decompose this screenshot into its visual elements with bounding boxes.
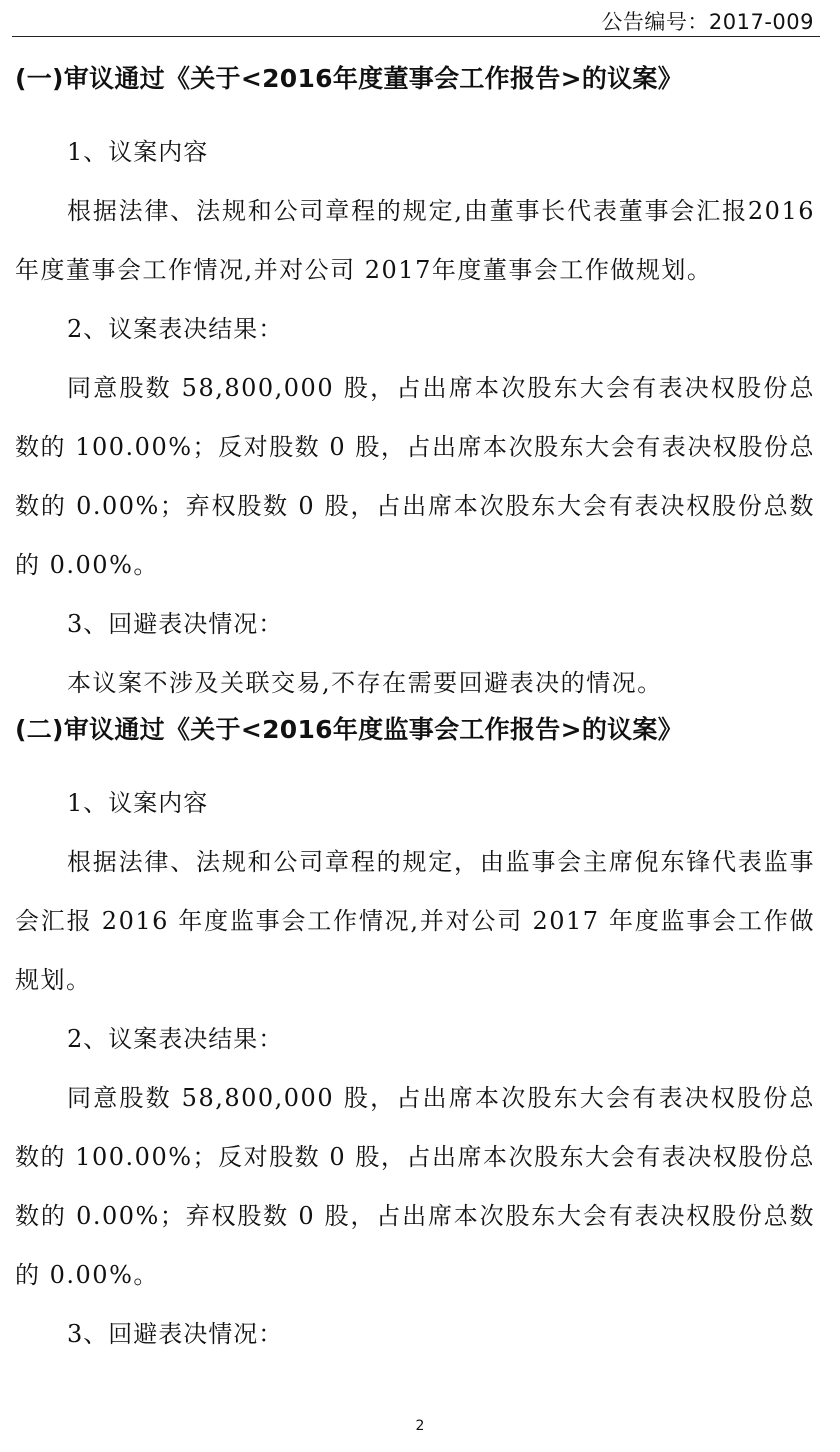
item-text-content: 根据法律、法规和公司章程的规定，由监事会主席倪东锋代表监事会汇报 2016 年度监事会工作情况,并对公司 2017 年度监事会工作做规划。 <box>15 848 815 994</box>
item-title-recusal: 3、回避表决情况： <box>67 1320 284 1348</box>
page-number: 2 <box>415 1418 425 1434</box>
item-title-vote-result: 2、议案表决结果： <box>67 315 284 343</box>
document-body <box>15 64 815 1364</box>
item-text-vote-result: 同意股数 58,800,000 股，占出席本次股东大会有表决权股份总数的 100.00%；反对股数 0 股，占出席本次股东大会有表决权股份总数的 0.00%；弃权股数 0 股，占出席本次股东大会有表决权股份总数的 0.00%。 <box>15 1084 815 1289</box>
item-title-content: 1、议案内容 <box>67 789 209 817</box>
item-title-recusal: 3、回避表决情况： <box>67 610 284 638</box>
item-text-vote-result: 同意股数 58,800,000 股，占出席本次股东大会有表决权股份总数的 100.00%；反对股数 0 股，占出席本次股东大会有表决权股份总数的 0.00%；弃权股数 0 股，占出席本次股东大会有表决权股份总数的 0.00%。 <box>15 374 815 579</box>
page-header <box>12 0 820 37</box>
section-heading: (一)审议通过《关于<2016年度董事会工作报告>的议案》 <box>15 64 684 93</box>
item-text-recusal: 本议案不涉及关联交易,不存在需要回避表决的情况。 <box>67 669 663 697</box>
resolution-section-2 <box>15 715 815 1364</box>
item-text-content: 根据法律、法规和公司章程的规定,由董事长代表董事会汇报2016年度董事会工作情况,并对公司 2017年度董事会工作做规划。 <box>15 197 815 284</box>
section-heading: (二)审议通过《关于<2016年度监事会工作报告>的议案》 <box>15 715 684 744</box>
resolution-section-1 <box>15 64 815 713</box>
item-title-vote-result: 2、议案表决结果： <box>67 1025 284 1053</box>
announcement-number: 公告编号：2017-009 <box>601 10 814 34</box>
item-title-content: 1、议案内容 <box>67 138 209 166</box>
